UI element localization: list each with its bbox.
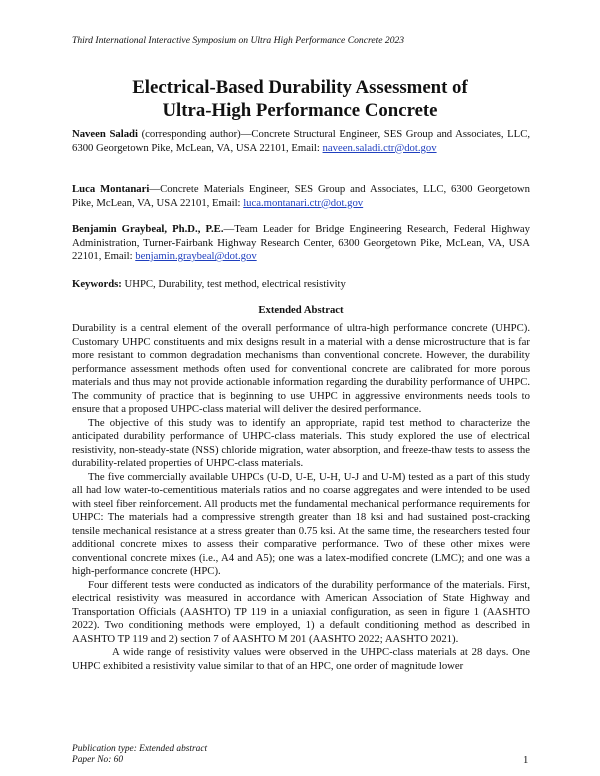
author-details: —Concrete Materials Engineer, SES Group and Associates, LLC, 6300 Georgetown Pike, McLean, VA, USA 22101, Email: xyxy=(72,183,530,209)
author-1 xyxy=(72,128,530,155)
author-email-link[interactable]: naveen.saladi.ctr@dot.gov xyxy=(322,141,437,154)
author-details: —Team Leader for Bridge Engineering Research, Federal Highway Administration, Turner-Fairbank Highway Research Center, 6300 Georgetown Pike, McLean, VA, USA 22101, Email: xyxy=(72,223,530,262)
author-email-link[interactable]: luca.montanari.ctr@dot.gov xyxy=(243,196,364,209)
running-header: Third International Interactive Symposium on Ultra High Performance Concrete 2023 xyxy=(72,35,405,46)
author-name: Luca Montanari xyxy=(72,183,150,195)
keywords-label: Keywords: xyxy=(72,278,122,290)
title-line-1: Electrical-Based Durability Assessment of xyxy=(132,77,468,98)
author-3 xyxy=(72,223,530,264)
abstract-paragraph-4: Four different tests were conducted as indicators of the durability performance of the materials. First, electrical resistivity was measured in accordance with American Association of State Highway and Transportation Officials (AASHTO) TP 119 in a uniaxial configuration, as seen in figure 1 (AASHTO 2022). Two conditioning methods were employed, 1) a default conditioning method as described in AASHTO TP 119 and 2) section 7 of AASHTO M 201 (AASHTO 2022; AASHTO 2021). xyxy=(72,578,530,645)
keywords-text: UHPC, Durability, test method, electrical resistivity xyxy=(121,278,346,290)
abstract-body xyxy=(72,322,530,673)
page-number: 1 xyxy=(523,754,529,766)
abstract-paragraph-3: The five commercially available UHPCs (U-D, U-E, U-H, U-J and U-M) tested as a part of this study all had low water-to-cementitious materials ratios and no coarse aggregates and were intended to be used with steel fiber reinforcement. All products met the fundamental mechanical performance requirements for UHPC: The materials had a compressive strength greater than 18 ksi and had sustained post-cracking tensile mechanical resistance at a stress greater than 0.75 ksi. At the same time, the researchers tested four additional concrete mixes to assess their comparative performance. Two of these other mixes were conventional concrete mixes (i.e., A4 and A5); one was a latex-modified concrete (LMC); and one was a high-performance concrete (HPC). xyxy=(72,470,530,577)
publication-type: Publication type: Extended abstract xyxy=(72,744,208,754)
page-footer xyxy=(72,744,207,766)
author-2 xyxy=(72,183,530,210)
abstract-paragraph-1: Durability is a central element of the overall performance of ultra-high performance concrete (UHPC). Customary UHPC constituents and mix designs result in a material with a dense microstructure that is far more resistant to common degradation mechanisms than conventional concrete. However, the durability performance assessment methods often used for conventional concrete are calibrated for more porous materials and thus may not provide actionable information regarding the durability performance of UHPC. The community of practice that is beginning to use UHPC in aggressive environments needs tools to ensure that a proposed UHPC-class material will deliver the desired performance. xyxy=(72,322,530,415)
abstract-paragraph-2: The objective of this study was to identify an appropriate, rapid test method to characterize the anticipated durability performance of UHPC-class materials. This study explored the use of electrical resistivity, non-steady-state (NSS) chloride migration, water absorption, and freeze-thaw tests to assess the durability-related properties of UHPC-class materials. xyxy=(72,416,530,469)
author-name: Benjamin Graybeal, Ph.D., P.E. xyxy=(72,223,224,235)
paper-number: Paper No: 60 xyxy=(72,755,124,765)
title-line-2: Ultra-High Performance Concrete xyxy=(162,100,438,121)
author-email-link[interactable]: benjamin.graybeal@dot.gov xyxy=(135,250,257,262)
abstract-paragraph-5: A wide range of resistivity values were observed in the UHPC-class materials at 28 days. One UHPC exhibited a resistivity value similar to that of an HPC, one order of magnitude lower xyxy=(72,646,530,672)
author-details: (corresponding author)—Concrete Structural Engineer, SES Group and Associates, LLC, 6300 Georgetown Pike, McLean, VA, USA 22101, Email: xyxy=(72,128,531,154)
paper-title xyxy=(60,76,540,122)
author-name: Naveen Saladi xyxy=(72,128,138,140)
abstract-heading: Extended Abstract xyxy=(258,304,344,316)
keywords xyxy=(72,278,530,292)
